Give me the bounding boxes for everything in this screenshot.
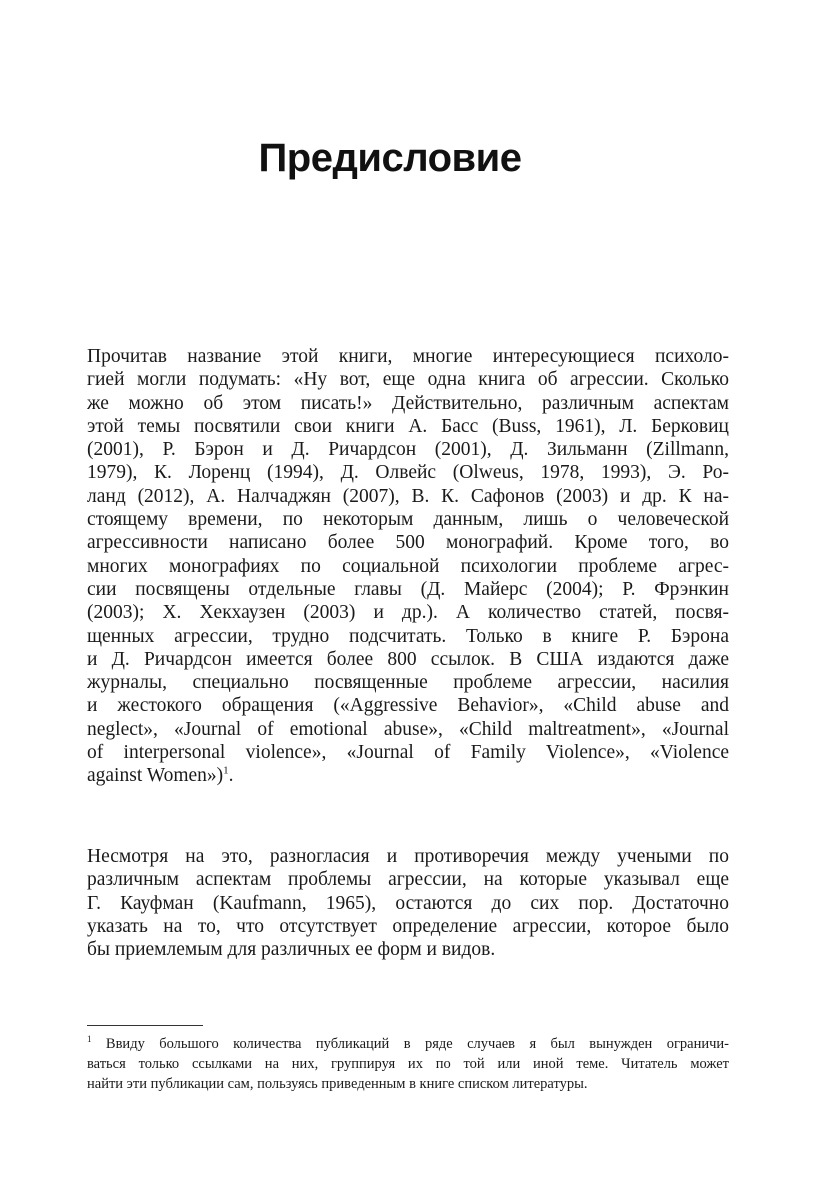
- text-line: щенных агрессии, трудно подсчитать. Только в книге Р. Бэрона: [87, 625, 729, 647]
- text-line: 1979), К. Лоренц (1994), Д. Олвейс (Olweus, 1978, 1993), Э. Ро-: [87, 462, 729, 484]
- text-line: сии посвящены отдельные главы (Д. Майерс (2004); Р. Фрэнкин: [87, 578, 729, 600]
- text-line: against Women»)$^1$.: [87, 764, 234, 787]
- text-line: стоящему времени, по некоторым данным, лишь о человеческой: [87, 509, 729, 531]
- text-line: Г. Кауфман (Kaufmann, 1965), остаются до сих пор. Достаточно: [87, 892, 729, 914]
- footnote-line: найти эти публикации сам, пользуясь приведенным в книге списком литературы.: [87, 1076, 588, 1092]
- text-line: этой темы посвятили свои книги А. Басс (Buss, 1961), Л. Берковиц: [87, 415, 729, 437]
- footnote-line-content: Ввиду большого количества публикаций в ряде случаев я был вынужден ограничи-: [91, 1036, 729, 1052]
- paragraph-1: [87, 345, 729, 788]
- text-line: neglect», «Journal of emotional abuse», «Child maltreatment», «Journal: [87, 718, 729, 740]
- text-line: ланд (2012), А. Налчаджян (2007), В. К. Сафонов (2003) и др. К на-: [87, 485, 729, 507]
- text-line: же можно об этом писать!» Действительно, различным аспектам: [87, 392, 729, 414]
- text-line: бы приемлемым для различных ее форм и видов.: [87, 939, 496, 961]
- text-line: и жестокого обращения («Aggressive Behavior», «Child abuse and: [87, 695, 729, 717]
- text-line: журналы, специально посвященные проблеме агрессии, насилия: [87, 672, 729, 694]
- text-line-content: against Women»): [87, 765, 224, 787]
- text-line: и Д. Ричардсон имеется более 800 ссылок. В США издаются даже: [87, 648, 729, 670]
- text-line: Прочитав название этой книги, многие интересующиеся психоло-: [87, 346, 729, 367]
- footnote-divider: [87, 1025, 203, 1026]
- text-line: of interpersonal violence», «Journal of Family Violence», «Violence: [87, 742, 729, 764]
- footnote-reference[interactable]: 1: [223, 764, 229, 777]
- text-line: Несмотря на это, разногласия и противоречия между учеными по: [87, 846, 729, 867]
- text-line: (2001), Р. Бэрон и Д. Ричардсон (2001), Д. Зильманн (Zillmann,: [87, 439, 729, 461]
- footnote-number: 1: [87, 1034, 92, 1045]
- page-title: Предисловие: [258, 136, 522, 180]
- footnote: [87, 1034, 729, 1094]
- text-line: различным аспектам проблемы агрессии, на которые указывал еще: [87, 869, 729, 891]
- footnote-line: ваться только ссылками на них, группируя их по той или иной теме. Читатель может: [87, 1056, 729, 1072]
- text-line: (2003); Х. Хекхаузен (2003) и др.). А количество статей, посвя-: [87, 602, 729, 624]
- text-line: гией могли подумать: «Ну вот, еще одна книга об агрессии. Сколько: [87, 369, 729, 391]
- text-line: многих монографиях по социальной психологии проблеме агрес-: [87, 555, 729, 577]
- text-line: указать на то, что отсутствует определение агрессии, которое было: [87, 915, 729, 937]
- footnote-line: [87, 1034, 729, 1054]
- paragraph-2: [87, 845, 729, 961]
- text-line: агрессивности написано более 500 монографий. Кроме того, во: [87, 532, 729, 554]
